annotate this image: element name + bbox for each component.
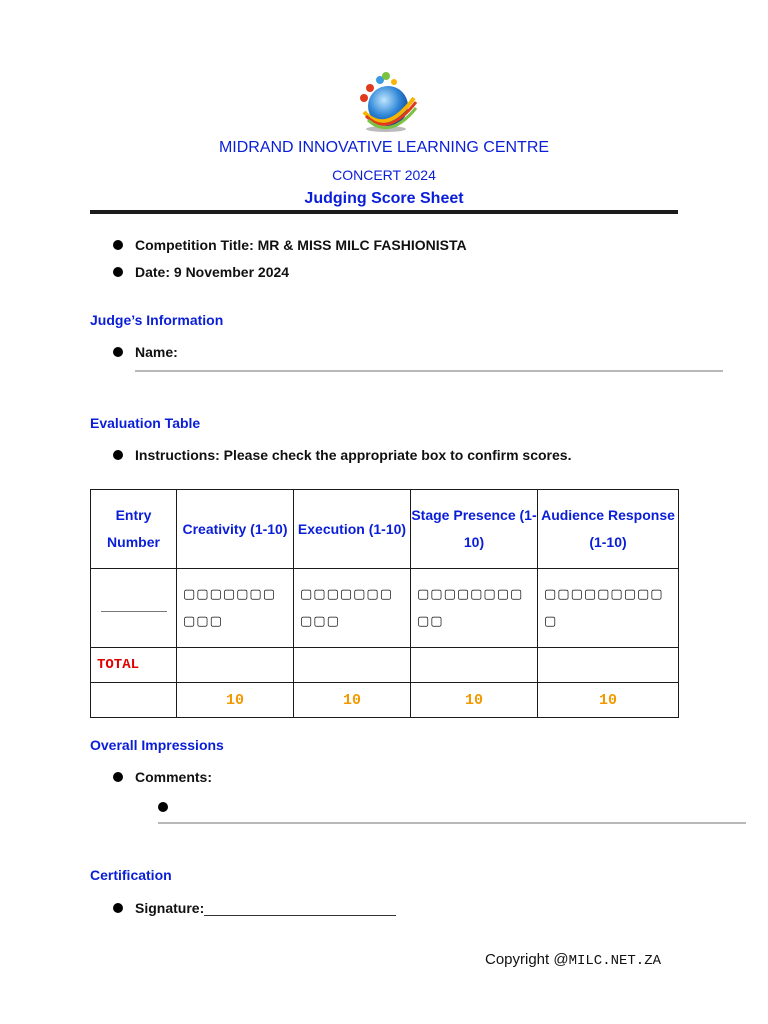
instructions-item [113, 447, 571, 463]
audience-response-max-score: 10 [538, 683, 679, 718]
stage-presence-max-score: 10 [411, 683, 538, 718]
entry-number-line [101, 611, 167, 612]
copyright-domain: MILC.NET.ZA [568, 953, 662, 969]
comments-field[interactable] [158, 822, 746, 824]
event-date: Date: 9 November 2024 [135, 264, 290, 280]
evaluation-heading: Evaluation Table [90, 415, 201, 431]
signature-item [113, 900, 396, 916]
bullet-icon [113, 903, 123, 913]
score-cell-empty [91, 683, 177, 718]
total-cell [294, 648, 411, 683]
total-label: TOTAL [91, 648, 177, 683]
bullet-icon [113, 772, 123, 782]
total-cell [538, 648, 679, 683]
date-item [113, 264, 289, 280]
column-header-creativity: Creativity (1-10) [177, 490, 294, 569]
certification-heading: Certification [90, 867, 172, 883]
copyright-prefix: Copyright @ [485, 951, 569, 968]
event-name: CONCERT 2024 [332, 167, 436, 183]
table-row [91, 569, 679, 648]
signature-label: Signature: [135, 900, 205, 916]
total-row [91, 648, 679, 683]
milc-logo [350, 68, 420, 136]
signature-field[interactable] [204, 901, 396, 916]
creativity-max-score: 10 [177, 683, 294, 718]
copyright-notice [485, 951, 661, 969]
execution-checkboxes[interactable]: ▢▢▢▢▢▢▢▢▢▢ [294, 569, 411, 648]
evaluation-table [90, 489, 679, 718]
audience-response-checkboxes[interactable]: ▢▢▢▢▢▢▢▢▢▢ [538, 569, 679, 648]
judge-info-heading: Judge’s Information [90, 312, 224, 328]
column-header-execution: Execution (1-10) [294, 490, 411, 569]
column-header-stage-presence: Stage Presence (1-10) [411, 490, 538, 569]
impressions-heading: Overall Impressions [90, 737, 224, 753]
column-header-audience-response: Audience Response (1-10) [538, 490, 679, 569]
competition-title: Competition Title: MR & MISS MILC FASHIONISTA [135, 237, 467, 253]
judge-name-field[interactable] [135, 370, 723, 372]
entry-number-field[interactable] [91, 569, 177, 648]
creativity-checkboxes[interactable]: ▢▢▢▢▢▢▢▢▢▢ [177, 569, 294, 648]
comments-item [113, 769, 212, 785]
judge-name-label: Name: [135, 344, 178, 360]
judge-name-item [113, 344, 178, 360]
competition-title-item [113, 237, 467, 253]
comment-entry-item [158, 799, 180, 815]
bullet-icon [113, 240, 123, 250]
total-cell [177, 648, 294, 683]
instructions-text: Instructions: Please check the appropriate box to confirm scores. [135, 447, 572, 463]
bullet-icon [113, 267, 123, 277]
total-cell [411, 648, 538, 683]
header-divider [90, 210, 678, 214]
org-name: MIDRAND INNOVATIVE LEARNING CENTRE [218, 139, 550, 156]
column-header-entry-number: Entry Number [91, 490, 177, 569]
bullet-icon [158, 802, 168, 812]
score-row [91, 683, 679, 718]
execution-max-score: 10 [294, 683, 411, 718]
bullet-icon [113, 347, 123, 357]
sheet-title: Judging Score Sheet [304, 190, 464, 207]
comments-label: Comments: [135, 769, 213, 785]
stage-presence-checkboxes[interactable]: ▢▢▢▢▢▢▢▢▢▢ [411, 569, 538, 648]
bullet-icon [113, 450, 123, 460]
table-header-row [91, 490, 679, 569]
